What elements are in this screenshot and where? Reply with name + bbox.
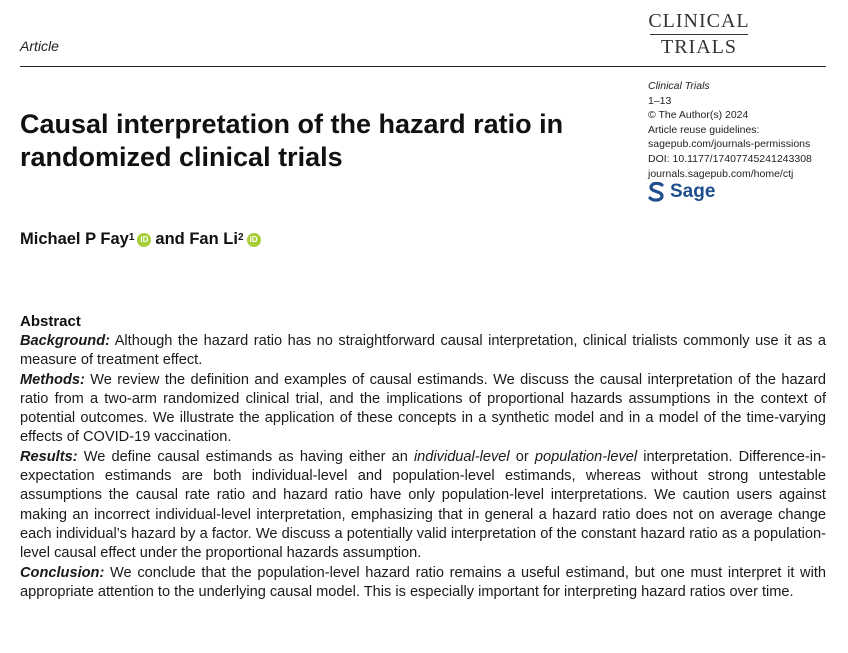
journal-logo-line1: CLINICAL — [648, 10, 750, 32]
results-text: We define causal estimands as having either an — [83, 448, 408, 465]
meta-journal-name: Clinical Trials — [648, 80, 710, 92]
meta-journal-link[interactable]: journals.sagepub.com/home/ctj — [648, 167, 794, 180]
abstract-methods — [20, 371, 826, 448]
author-name: Fan Li — [189, 230, 238, 248]
conclusion-text: We conclude that the population-level hazard ratio remains a useful estimand, but one must interpret it with appropriate attention to the underlying causal model. This is especially important for interpreting hazard ratios over time. — [20, 564, 826, 600]
article-title: Causal interpretation of the hazard ratio in randomized clinical trials — [20, 109, 564, 172]
background-text: Although the hazard ratio has no straightforward causal interpretation, clinical trialists commonly use it as a measure of treatment effect. — [20, 333, 826, 369]
conclusion-label: Conclusion: — [20, 564, 105, 581]
meta-doi[interactable]: DOI: 10.1177/17407745241243308 — [648, 152, 812, 165]
meta-pages: 1–13 — [648, 94, 672, 107]
header-divider — [20, 66, 826, 67]
meta-reuse-link[interactable]: sagepub.com/journals-permissions — [648, 138, 811, 151]
author-connector: and — [155, 230, 185, 248]
results-italic-term: population-level — [534, 448, 638, 465]
abstract-background — [20, 332, 826, 371]
publisher-name: Sage — [670, 181, 716, 203]
article-type-label: Article — [20, 38, 59, 54]
methods-text: We review the definition and examples of causal estimands. We discuss the causal interpretation of the hazard ratio from a two-arm randomized clinical trial, and the implications of proportional hazards assumptions in the context of potential outcomes. We illustrate the application of these concepts in a synthetic model and in a model of the time-varying effects of COVID-19 vaccination. — [20, 371, 826, 446]
journal-logo-line2: TRIALS — [661, 36, 737, 58]
abstract-heading: Abstract — [20, 313, 81, 330]
author-affiliation: 1 — [128, 232, 135, 243]
results-text: or — [515, 448, 529, 465]
author-name: Michael P Fay — [20, 230, 129, 248]
background-label: Background: — [20, 333, 110, 349]
results-italic-term: individual-level — [413, 448, 510, 465]
publisher-logo — [648, 182, 812, 202]
author-affiliation: 2 — [237, 232, 244, 243]
orcid-icon[interactable]: iD — [247, 233, 261, 247]
article-metadata — [648, 79, 812, 202]
results-text: interpretation. Difference-in-expectation estimands are both individual-level and population-level estimands, whereas without strong untestable assumptions the causal rate ratio and hazard ratio have only population-level interpretations. We caution users against making an incorrect individual-level interpretation, emphasizing that in general a hazard ratio does not on average change each individual’s hazard by a factor. We discuss a potentially valid interpretation of the constant hazard ratio as a population-level causal effect under the proportional hazards assumption. — [20, 448, 826, 562]
author-list — [20, 230, 265, 249]
journal-logo — [640, 10, 758, 58]
meta-copyright: © The Author(s) 2024 — [648, 109, 749, 122]
abstract-body — [20, 332, 826, 602]
journal-logo-divider — [650, 34, 748, 35]
methods-label: Methods: — [20, 371, 85, 388]
orcid-icon[interactable]: iD — [137, 233, 151, 247]
meta-reuse-label: Article reuse guidelines: — [648, 123, 760, 136]
sage-s-icon — [648, 182, 666, 202]
abstract-conclusion — [20, 564, 826, 603]
abstract-results — [20, 448, 826, 564]
results-label: Results: — [20, 448, 78, 465]
